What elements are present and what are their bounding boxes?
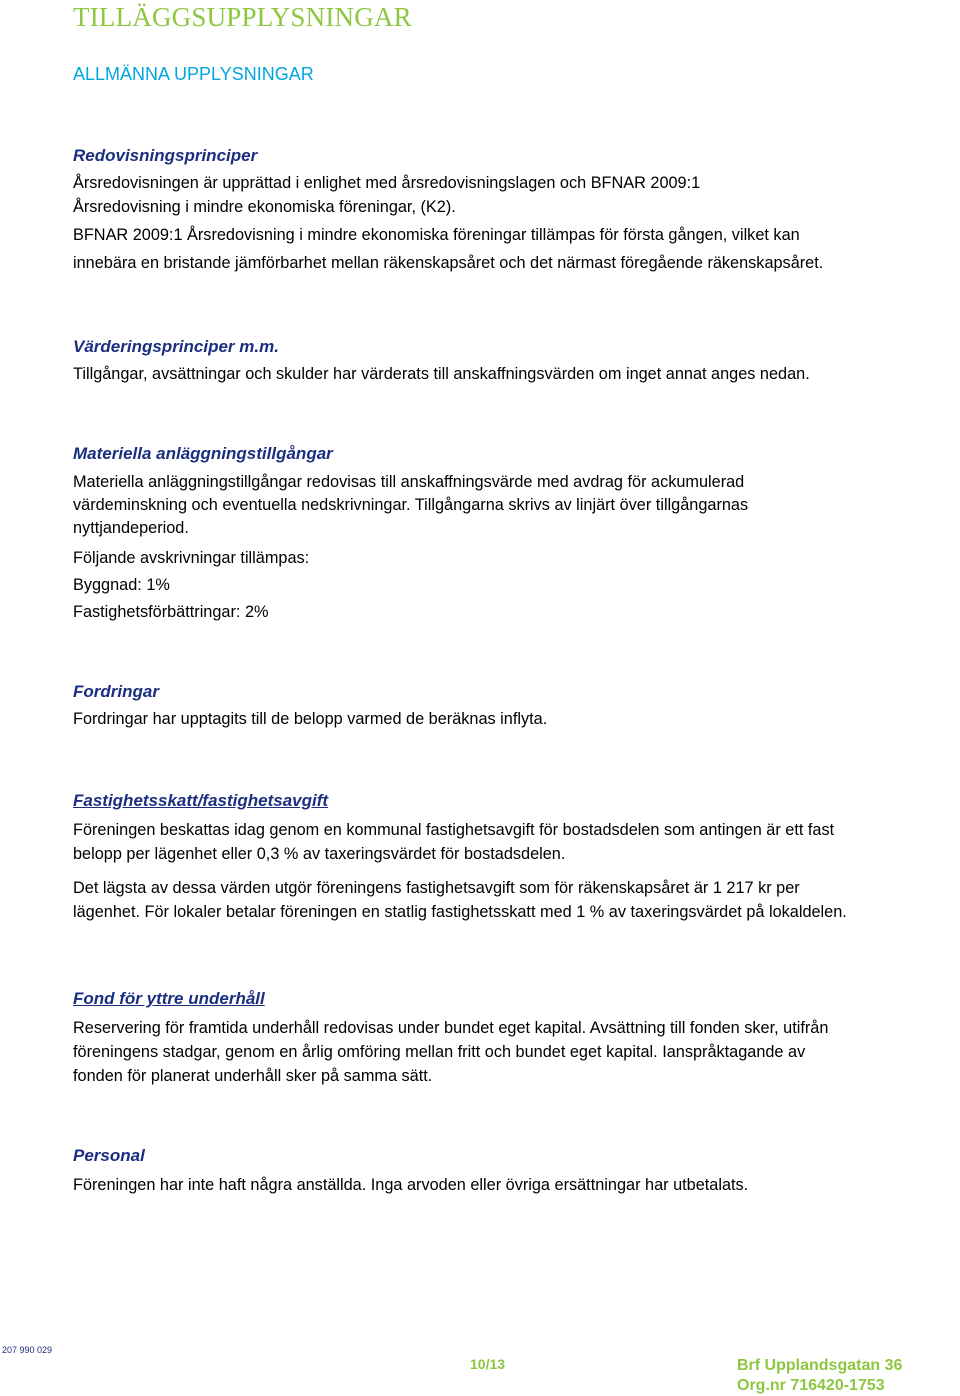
- depreciation-intro: Följande avskrivningar tillämpas:: [73, 549, 310, 567]
- document-title: TILLÄGGSUPPLYSNINGAR: [73, 2, 412, 32]
- paragraph-fastighetsskatt-a: [73, 818, 834, 866]
- text-line: Årsredovisning i mindre ekonomiska föreningar, (K2).: [73, 198, 456, 216]
- footer-document-number: 207 990 029: [2, 1345, 53, 1355]
- heading-fordringar: Fordringar: [73, 682, 159, 701]
- text-line: belopp per lägenhet eller 0,3 % av taxeringsvärdet för bostadsdelen.: [73, 845, 566, 863]
- text-line: Reservering för framtida underhåll redovisas under bundet eget kapital. Avsättning till fonden sker, utifrån: [73, 1019, 829, 1037]
- text-line: nyttjandeperiod.: [73, 519, 189, 537]
- text-line: Föreningen har inte haft några anställda. Inga arvoden eller övriga ersättningar har utbetalats.: [73, 1176, 749, 1194]
- footer-page-number: 10/13: [470, 1356, 506, 1372]
- paragraph-redovisningsprinciper: [73, 171, 823, 275]
- paragraph-fordringar: [73, 707, 547, 731]
- footer-org-number: Org.nr 716420-1753: [737, 1377, 885, 1394]
- text-line: BFNAR 2009:1 Årsredovisning i mindre ekonomiska föreningar tillämpas för första gången, vilket kan: [73, 226, 800, 244]
- text-line: Materiella anläggningstillgångar redovisas till anskaffningsvärde med avdrag för ackumulerad: [73, 473, 745, 491]
- paragraph-materiella-anlaggningstillgangar: [73, 471, 748, 540]
- text-line: Föreningen beskattas idag genom en kommunal fastighetsavgift för bostadsdelen som antingen är ett fast: [73, 821, 835, 839]
- footer-org-name: Brf Upplandsgatan 36: [737, 1357, 903, 1374]
- footer-organization: [737, 1356, 902, 1396]
- heading-fastighetsskatt: Fastighetsskatt/fastighetsavgift: [73, 791, 329, 810]
- text-line: Det lägsta av dessa värden utgör föreningens fastighetsavgift som för räkenskapsåret är 1 217 kr per: [73, 879, 800, 897]
- paragraph-fond-yttre-underhall: [73, 1016, 828, 1088]
- paragraph-fastighetsskatt-b: [73, 876, 847, 924]
- heading-fond-yttre-underhall: Fond för yttre underhåll: [73, 989, 265, 1008]
- text-line: Tillgångar, avsättningar och skulder har värderats till anskaffningsvärden om inget annat anges nedan.: [73, 365, 810, 383]
- heading-varderingsprinciper: Värderingsprinciper m.m.: [73, 337, 279, 356]
- depreciation-rate-building: Byggnad: 1%: [73, 576, 170, 594]
- depreciation-rate-improvements: Fastighetsförbättringar: 2%: [73, 603, 269, 621]
- heading-redovisningsprinciper: Redovisningsprinciper: [73, 146, 258, 165]
- text-line: värdeminskning och eventuella nedskrivningar. Tillgångarna skrivs av linjärt över tillgångarnas: [73, 496, 749, 514]
- paragraph-varderingsprinciper: [73, 362, 810, 386]
- heading-personal: Personal: [73, 1146, 145, 1165]
- text-line: innebära en bristande jämförbarhet mellan räkenskapsåret och det närmast föregående räkenskapsåret.: [73, 254, 824, 272]
- paragraph-personal: [73, 1173, 748, 1197]
- document-subtitle: ALLMÄNNA UPPLYSNINGAR: [73, 64, 314, 84]
- heading-materiella-anlaggningstillgangar: Materiella anläggningstillgångar: [73, 444, 333, 463]
- text-line: lägenhet. För lokaler betalar föreningen en statlig fastighetsskatt med 1 % av taxeringsvärdet på lokaldelen.: [73, 903, 847, 921]
- text-line: Årsredovisningen är upprättad i enlighet med årsredovisningslagen och BFNAR 2009:1: [73, 174, 701, 192]
- text-line: föreningens stadgar, genom en årlig omföring mellan fritt och bundet eget kapital. Ianspråktagande av: [73, 1043, 806, 1061]
- text-line: Fordringar har upptagits till de belopp varmed de beräknas inflyta.: [73, 710, 548, 728]
- text-line: fonden för planerat underhåll sker på samma sätt.: [73, 1067, 433, 1085]
